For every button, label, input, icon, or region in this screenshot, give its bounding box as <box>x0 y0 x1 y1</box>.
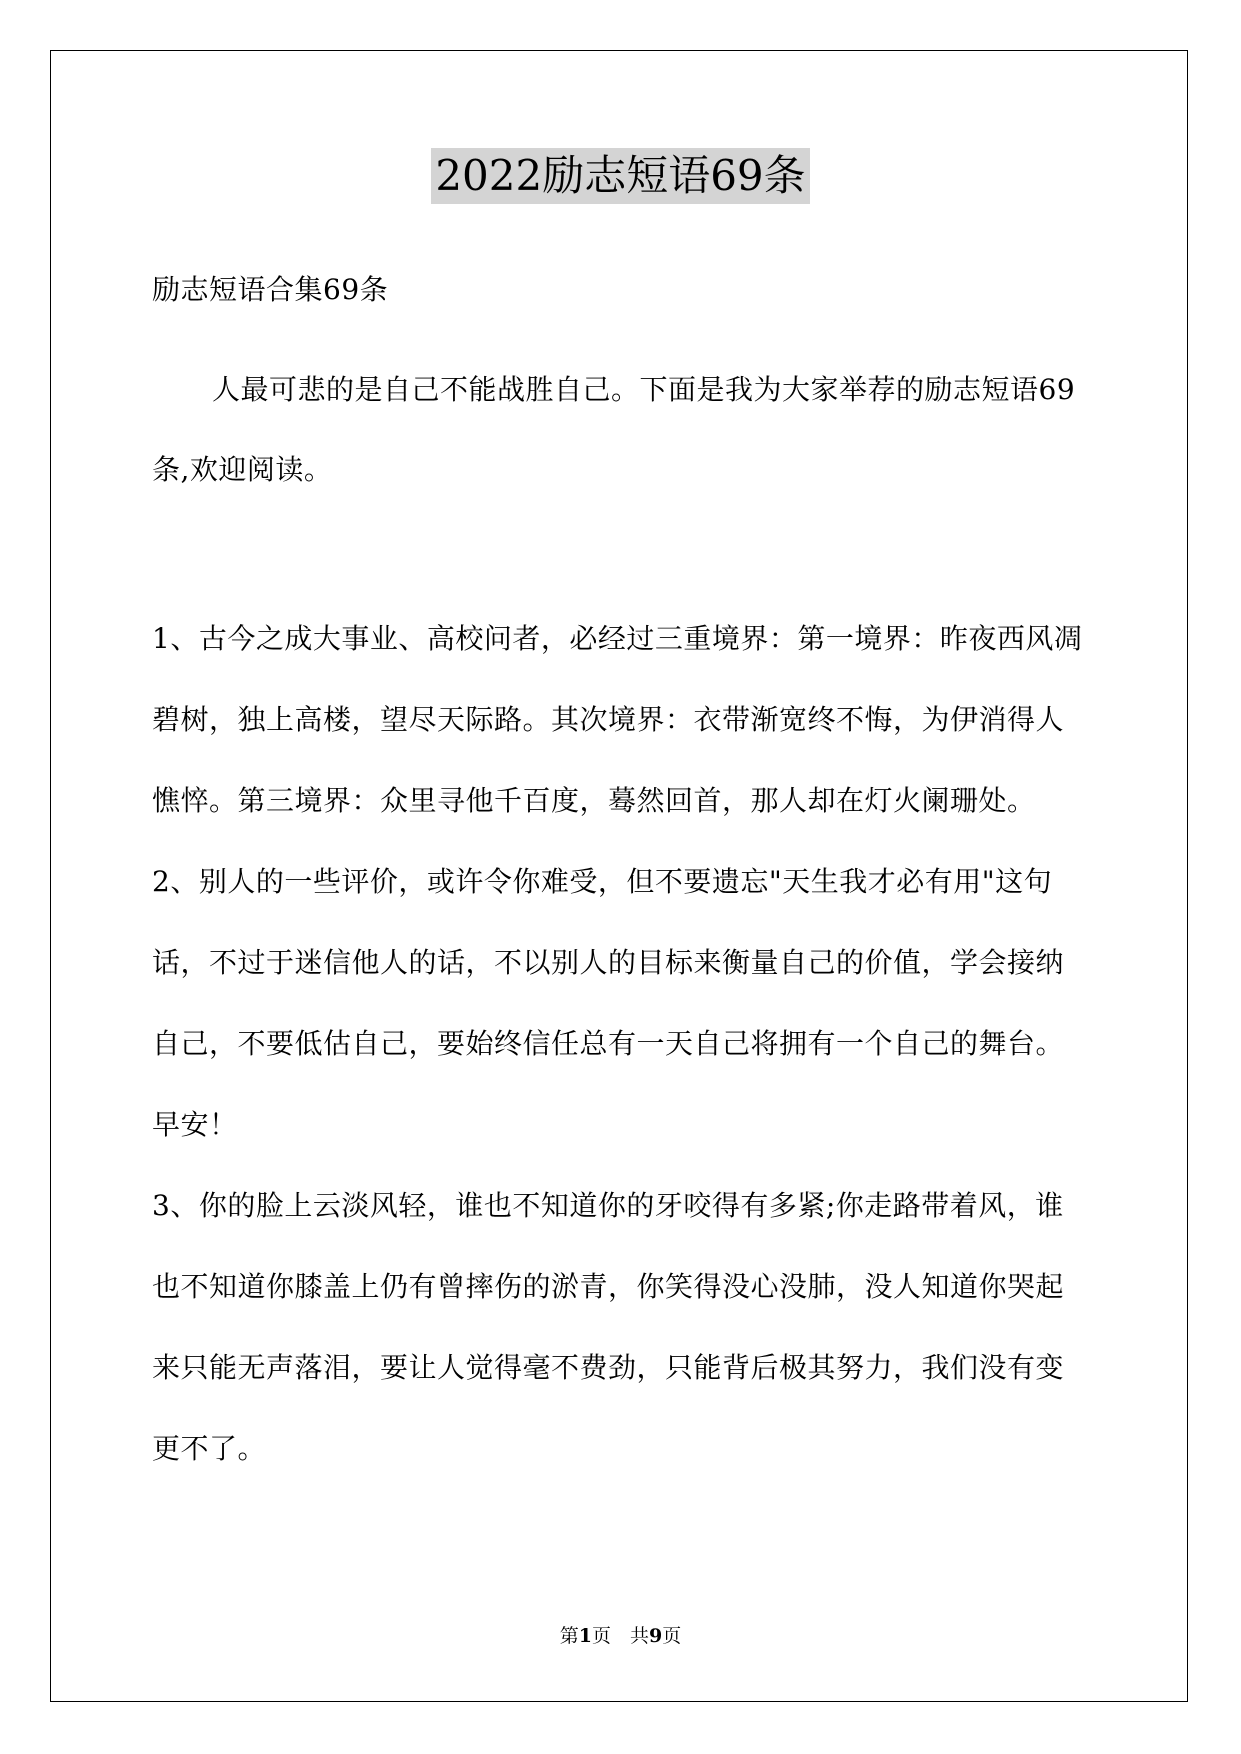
page-footer <box>0 1621 1241 1648</box>
items-list <box>152 598 1086 1489</box>
document-subtitle: 励志短语合集69条 <box>152 273 389 306</box>
footer-prefix: 第 <box>559 1625 579 1647</box>
title-container <box>0 148 1241 204</box>
list-item: 2、别人的一些评价，或许令你难受，但不要遗忘"天生我才必有用"这句话，不过于迷信他人的话，不以别人的目标来衡量自己的价值，学会接纳自己，不要低估自己，要始终信任总有一天自己将拥有一个自己的舞台。早安！ <box>152 865 1065 1141</box>
footer-total-pages: 9 <box>649 1625 663 1647</box>
list-item: 3、你的脸上云淡风轻，谁也不知道你的牙咬得有多紧;你走路带着风，谁也不知道你膝盖上仍有曾摔伤的淤青，你笑得没心没肺，没人知道你哭起来只能无声落泪，要让人觉得毫不费劲，只能背后极其努力，我们没有变更不了。 <box>152 1189 1065 1465</box>
document-title: 2022励志短语69条 <box>431 148 809 204</box>
list-item: 1、古今之成大事业、高校问者，必经过三重境界：第一境界：昨夜西风凋碧树，独上高楼，望尽天际路。其次境界：衣带渐宽终不悔，为伊消得人憔悴。第三境界：众里寻他千百度，蓦然回首，那人却在灯火阑珊处。 <box>152 622 1083 817</box>
footer-page-number: 1 <box>578 1625 592 1647</box>
intro-paragraph: 人最可悲的是自己不能战胜自己。下面是我为大家举荐的励志短语69条,欢迎阅读。 <box>152 373 1076 486</box>
footer-suffix: 页 <box>662 1625 682 1647</box>
footer-mid: 页 共 <box>591 1625 649 1647</box>
